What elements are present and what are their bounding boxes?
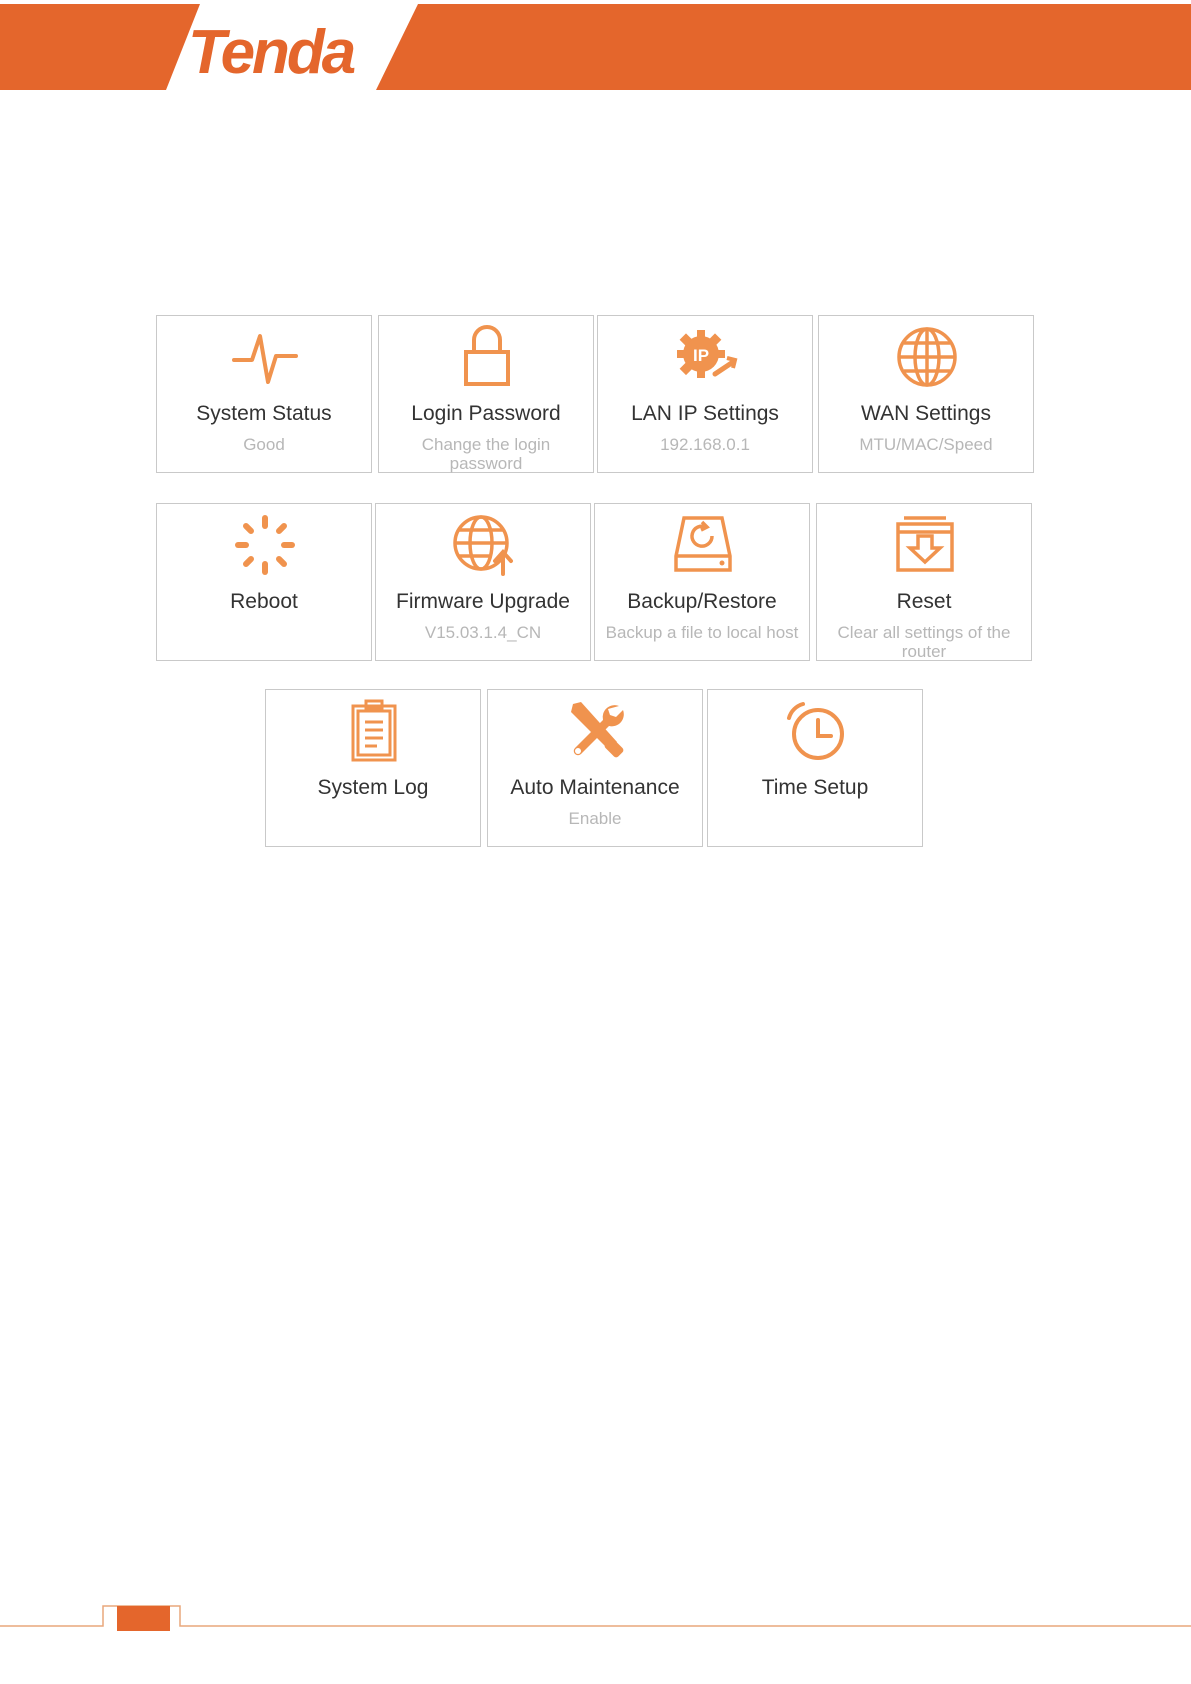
tile-reboot[interactable] <box>156 503 372 661</box>
svg-text:IP: IP <box>693 346 710 365</box>
tile-subtitle: Good <box>243 435 285 454</box>
tile-title: Time Setup <box>761 776 869 799</box>
tile-subtitle: Clear all settings of the router <box>837 623 1011 661</box>
tile-subtitle: 192.168.0.1 <box>660 435 750 454</box>
tile-system-status[interactable] <box>156 315 372 473</box>
tile-title: Firmware Upgrade <box>396 590 570 613</box>
tile-title: Reset <box>896 590 952 613</box>
tile-title: Login Password <box>411 402 561 425</box>
tile-auto-maintenance[interactable] <box>487 689 703 847</box>
header-shape <box>0 4 1191 90</box>
tile-title: LAN IP Settings <box>631 402 779 425</box>
tile-subtitle: MTU/MAC/Speed <box>859 435 993 454</box>
tile-subtitle: V15.03.1.4_CN <box>424 623 542 642</box>
hard-drive-icon <box>668 510 738 580</box>
tile-title: Backup/Restore <box>627 590 777 613</box>
clipboard-icon <box>339 696 409 766</box>
spinner-icon <box>230 510 300 580</box>
globe-icon <box>892 322 962 392</box>
reset-box-icon <box>890 510 960 580</box>
tile-title: System Status <box>196 402 332 425</box>
tenda-logo: Tenda <box>188 18 354 87</box>
lock-icon <box>452 322 522 392</box>
tile-firmware-upgrade[interactable] <box>375 503 591 661</box>
tile-login-password[interactable] <box>378 315 594 473</box>
tile-lan-ip-settings[interactable] <box>597 315 813 473</box>
tile-wan-settings[interactable] <box>818 315 1034 473</box>
tools-icon <box>561 696 631 766</box>
ip-gear-icon <box>671 322 741 392</box>
tile-title: WAN Settings <box>861 402 991 425</box>
tile-title: Auto Maintenance <box>510 776 680 799</box>
tile-system-log[interactable] <box>265 689 481 847</box>
tile-backup-restore[interactable] <box>594 503 810 661</box>
header-banner <box>0 4 1191 90</box>
pulse-icon <box>230 322 300 392</box>
tile-subtitle: Enable <box>568 809 622 828</box>
tile-subtitle: Change the login password <box>421 435 551 473</box>
tile-subtitle: Backup a file to local host <box>605 623 799 642</box>
tile-time-setup[interactable] <box>707 689 923 847</box>
globe-upload-icon <box>449 510 519 580</box>
tile-reset[interactable] <box>816 503 1032 661</box>
tile-title: Reboot <box>230 590 298 613</box>
footer-shape <box>0 1600 1191 1640</box>
tile-title: System Log <box>317 776 429 799</box>
clock-icon <box>781 696 851 766</box>
footer-decoration <box>0 1600 1191 1640</box>
